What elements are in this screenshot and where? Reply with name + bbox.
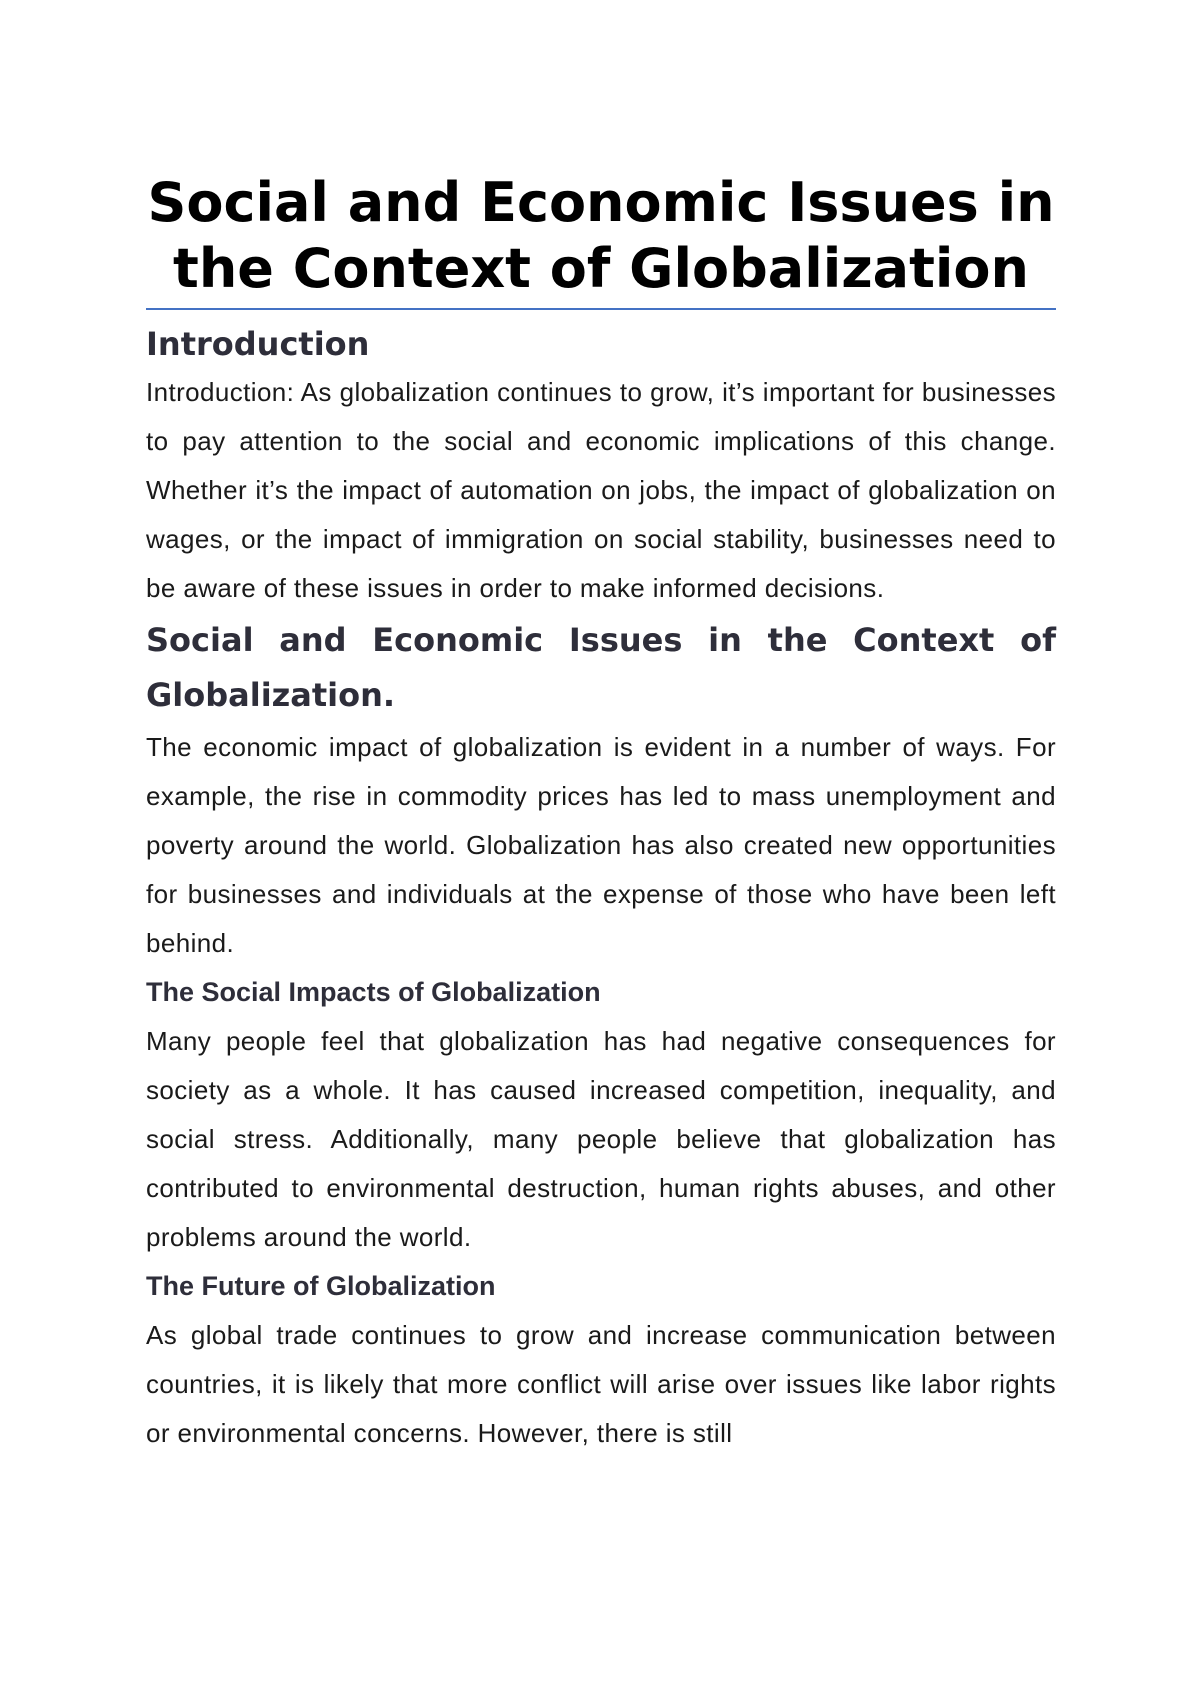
document-title: Social and Economic Issues in the Context of Globalization [146, 170, 1056, 310]
paragraph-future: As global trade continues to grow and increase communication between countries, it is likely that more conflict will arise over issues like labor rights or environmental concerns. However, there is still [146, 1320, 1056, 1448]
heading-introduction: Introduction [146, 325, 370, 363]
document-page [146, 170, 1056, 1458]
heading-future: The Future of Globalization [146, 1271, 496, 1301]
heading-social-impacts: The Social Impacts of Globalization [146, 977, 601, 1007]
heading-context: Social and Economic Issues in the Context of Globalization. [146, 621, 1056, 714]
paragraph-introduction: Introduction: As globalization continues to grow, it’s important for businesses to pay attention to the social and economic implications of this change. Whether it’s the impact of automation on jobs, the impact of globalization on wages, or the impact of immigration on social stability, businesses need to be aware of these issues in order to make informed decisions. [146, 377, 1056, 603]
paragraph-social-impacts: Many people feel that globalization has had negative consequences for society as a whole. It has caused increased competition, inequality, and social stress. Additionally, many people believe that globalization has contributed to environmental destruction, human rights abuses, and other problems around the world. [146, 1026, 1056, 1252]
paragraph-context: The economic impact of globalization is evident in a number of ways. For example, the rise in commodity prices has led to mass unemployment and poverty around the world. Globalization has also created new opportunities for businesses and individuals at the expense of those who have been left behind. [146, 732, 1056, 958]
